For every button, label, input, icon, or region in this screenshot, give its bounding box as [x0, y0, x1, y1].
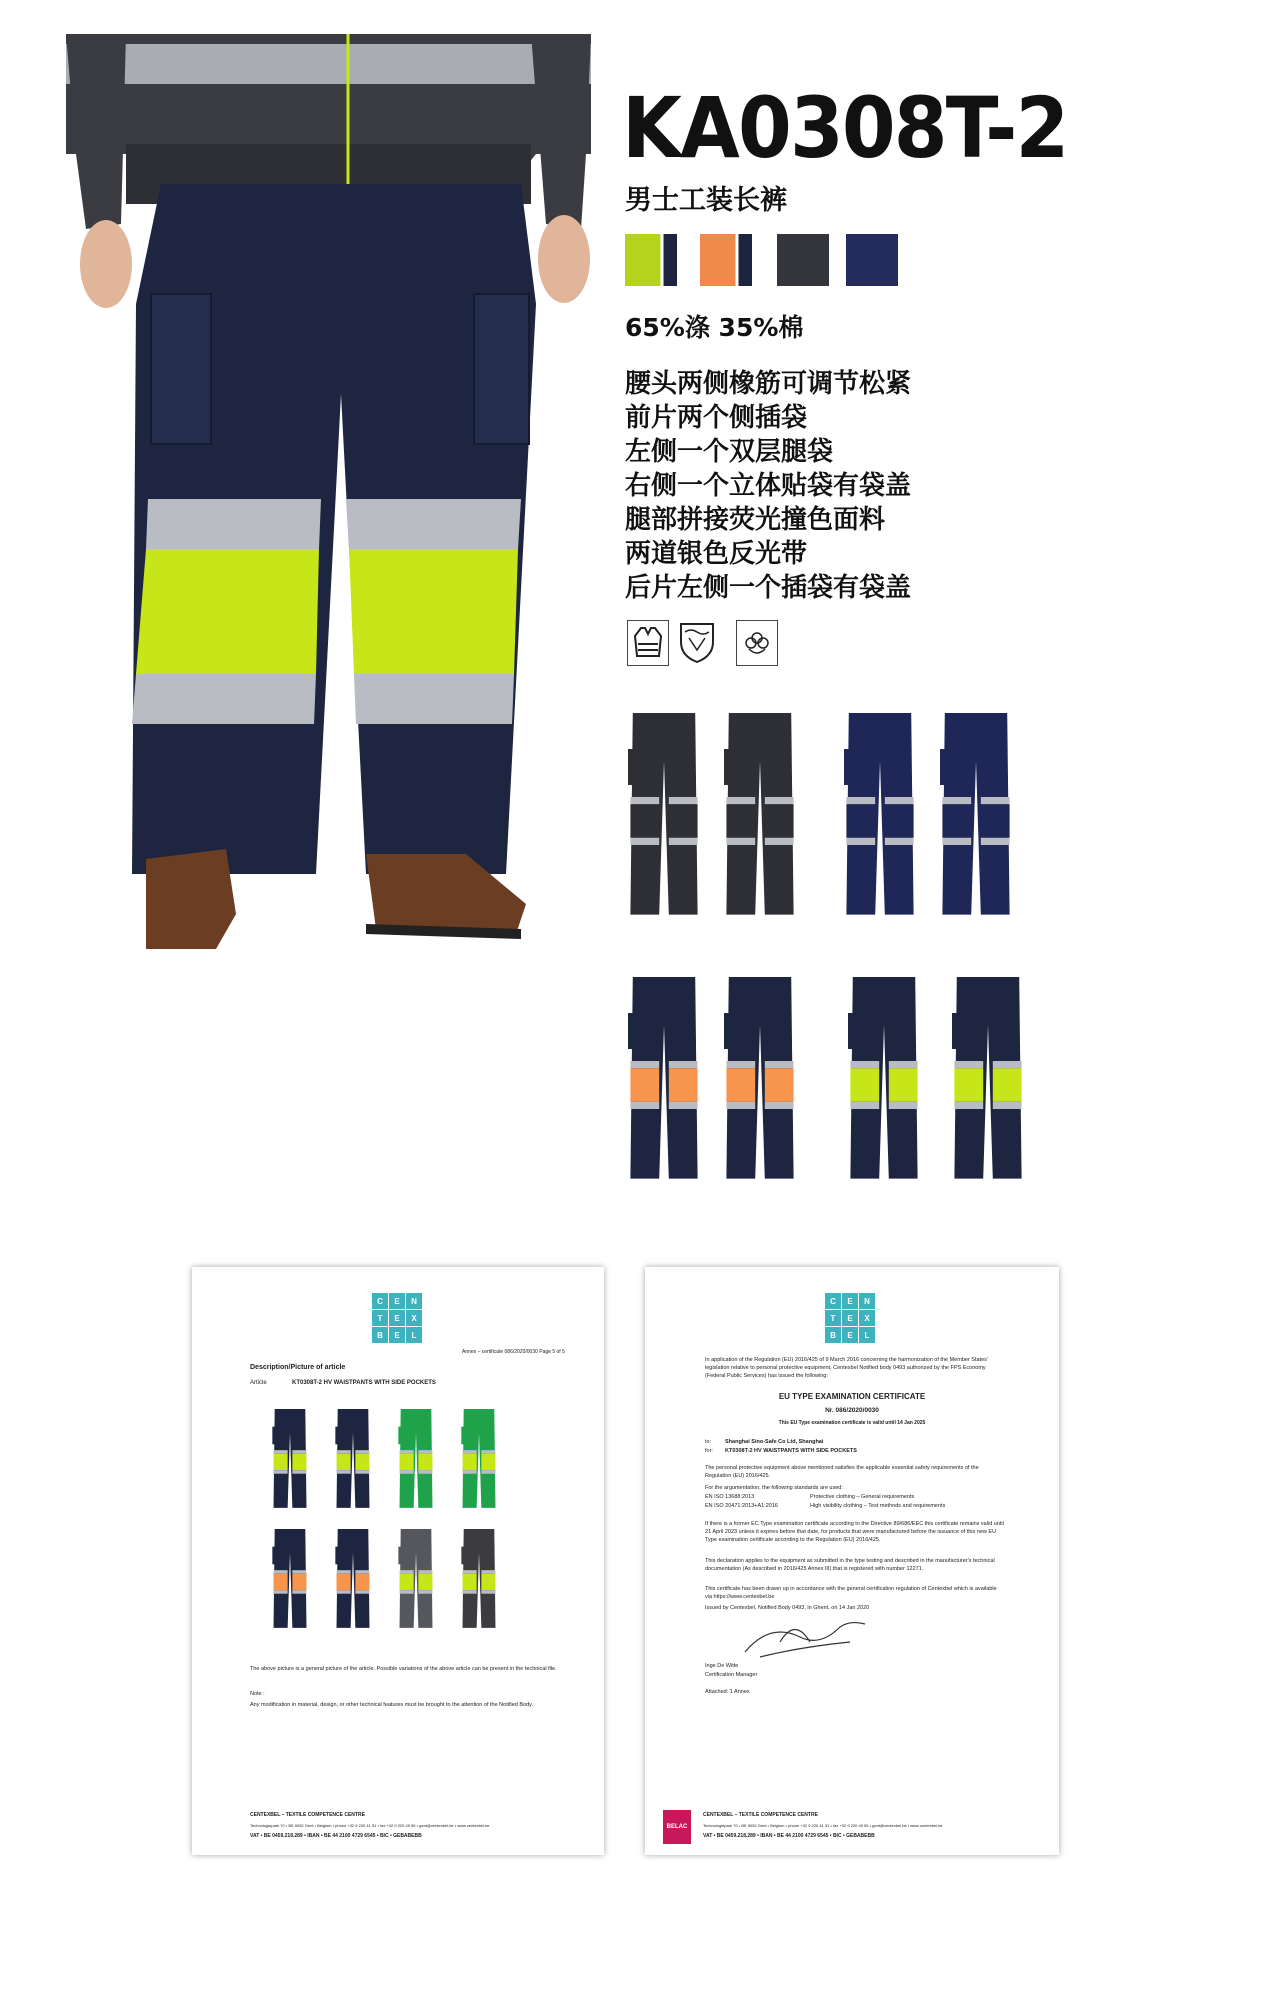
- logo-letter: C: [825, 1293, 841, 1309]
- pants-illustration: [940, 706, 1012, 924]
- signer-role: Certification Manager: [705, 1672, 758, 1678]
- cert-paragraph: This declaration applies to the equipment as submitted in the type testing and described in the manufacturer's technical documentation (As described in 2016/425 Annex III) that is registered with number 12271.: [705, 1558, 995, 1572]
- feature-item: 左侧一个双层腿袋: [625, 437, 834, 467]
- certificate-annex-page: [192, 1267, 604, 1855]
- logo-letter: X: [406, 1310, 422, 1326]
- footer-address: Technologiepark 70 • BE 9052 Gent • Belgium • phone +32 9 220 41 51 • fax +32 9 220 49 55 • gent@centexbel.be • www.centexbel.be: [250, 1823, 490, 1828]
- cert-paragraph: If there is a former EC Type examination certificate according to the Directive 89/686/EEC this certificate remains valid until 21 April 2023 unless it expires before that date, for products that were manufactured before the issuance of this new EU Type examination certificate according to the Regulation (EU) 2016/425.: [705, 1521, 1004, 1543]
- pants-illustration: [628, 706, 700, 924]
- variant-thumb-orange-back: [724, 970, 796, 1192]
- pants-illustration: [461, 1529, 497, 1629]
- attachment-note: Attached: 1 Annex: [705, 1689, 750, 1695]
- annex-reference: Annex – certificate 086/2020/0030 Page 5 of 5: [462, 1349, 565, 1355]
- annex-heading: Description/Picture of article: [250, 1364, 346, 1371]
- annex-note-label: Note :: [250, 1691, 265, 1697]
- footer-title: CENTEXBEL – TEXTILE COMPETENCE CENTRE: [703, 1812, 818, 1818]
- pants-illustration: [724, 970, 796, 1188]
- to-value: Shanghai Sino-Safe Co Ltd, Shanghai: [725, 1439, 824, 1445]
- belac-logo: BELAC: [663, 1810, 691, 1844]
- logo-letter: X: [859, 1310, 875, 1326]
- logo-letter: T: [825, 1310, 841, 1326]
- standard-description: Protective clothing – General requirements: [810, 1494, 915, 1500]
- feature-item: 前片两个侧插袋: [625, 403, 808, 433]
- annex-variant-thumb: [335, 1529, 371, 1633]
- annex-variant-thumb: [461, 1409, 497, 1513]
- logo-letter: B: [825, 1327, 841, 1343]
- annex-variant-thumb: [461, 1529, 497, 1633]
- pants-illustration: [952, 970, 1024, 1188]
- product-model-number: KA0308T-2: [622, 79, 1068, 177]
- pants-illustration: [461, 1409, 497, 1509]
- logo-letter: B: [372, 1327, 388, 1343]
- certificate-intro: In application of the Regulation (EU) 2016/425 of 9 March 2016 concerning the harmonization of the Member States' legislation relative to personal protective equipment, Centexbel Notified body 0493 authorized by the FPS Economy (Federal Public Services) has issued the following:: [705, 1357, 988, 1379]
- certificate-number: Nr. 086/2020/0030: [825, 1407, 879, 1414]
- hi-vis-vest-icon: [627, 620, 669, 666]
- footer-address: Technologiepark 70 • BE 9052 Gent • Belgium • phone +32 9 220 41 51 • fax +32 9 220 49 55 • gent@centexbel.be • www.centexbel.be: [703, 1823, 943, 1828]
- centexbel-logo: [372, 1293, 422, 1343]
- swatch-navy: [846, 234, 898, 286]
- pants-illustration: [272, 1409, 308, 1509]
- footer-title: CENTEXBEL – TEXTILE COMPETENCE CENTRE: [250, 1812, 365, 1818]
- variant-thumb-orange-front: [628, 970, 700, 1192]
- variant-thumb-navy-front: [844, 706, 916, 928]
- article-value: KT0308T-2 HV WAISTPANTS WITH SIDE POCKETS: [292, 1380, 436, 1386]
- pants-illustration: [398, 1409, 434, 1509]
- issued-statement: Issued by Centexbel, Notified Body 0493, in Ghent, on 14 Jan 2020: [705, 1605, 870, 1611]
- annex-variant-thumb: [272, 1529, 308, 1633]
- logo-letter: C: [372, 1293, 388, 1309]
- logo-letter: E: [842, 1327, 858, 1343]
- signer-name: Inge De Witte: [705, 1663, 739, 1669]
- variant-thumb-grey-back: [724, 706, 796, 928]
- annex-variant-thumb: [398, 1529, 434, 1633]
- annex-variant-thumb: [335, 1409, 371, 1513]
- pants-illustration: [844, 706, 916, 924]
- logo-letter: E: [389, 1327, 405, 1343]
- protective-shield-icon: [677, 620, 717, 664]
- swatch-orange-navy: [700, 234, 752, 286]
- logo-letter: E: [389, 1310, 405, 1326]
- footer-vat: VAT • BE 0459.218.289 • IBAN • BE 44 2100 4729 6545 • BIC • GEBABEBB: [703, 1833, 875, 1839]
- fabric-composition: 65%涤 35%棉: [625, 313, 804, 342]
- logo-letter: E: [389, 1293, 405, 1309]
- for-label: for:: [705, 1448, 713, 1454]
- pants-illustration: [335, 1529, 371, 1629]
- variant-thumb-navy-back: [940, 706, 1012, 928]
- feature-item: 腿部拼接荧光撞色面料: [625, 505, 886, 535]
- standard-code: EN ISO 13688:2013: [705, 1494, 755, 1500]
- logo-letter: E: [842, 1310, 858, 1326]
- hero-pants-photo: [66, 34, 591, 949]
- variant-thumb-yellow-front: [848, 970, 920, 1192]
- to-label: to:: [705, 1439, 712, 1445]
- feature-list: [625, 367, 911, 605]
- variant-thumb-grey-front: [628, 706, 700, 928]
- annex-variant-thumb: [398, 1409, 434, 1513]
- pants-illustration: [335, 1409, 371, 1509]
- feature-item: 后片左侧一个插袋有袋盖: [625, 573, 912, 603]
- pants-illustration: [398, 1529, 434, 1629]
- certificate-title: EU TYPE EXAMINATION CERTIFICATE: [778, 1392, 926, 1401]
- cert-paragraph: The personal protective equipment above mentioned satisfies the applicable essential safety requirements of the Regulation (EU) 2016/425.: [705, 1465, 979, 1479]
- annex-variant-thumb: [272, 1409, 308, 1513]
- for-value: KT0308T-2 HV WAISTPANTS WITH SIDE POCKETS: [725, 1448, 857, 1454]
- feature-item: 腰头两侧橡筋可调节松紧: [625, 369, 912, 399]
- footer-vat: VAT • BE 0459.218.289 • IBAN • BE 44 2100 4729 6545 • BIC • GEBABEBB: [250, 1833, 422, 1839]
- variant-thumb-yellow-back: [952, 970, 1024, 1192]
- logo-letter: N: [859, 1293, 875, 1309]
- product-name: 男士工装长裤: [625, 185, 787, 216]
- pants-illustration: [628, 970, 700, 1188]
- standard-code: EN ISO 20471:2013+A1:2016: [705, 1503, 778, 1509]
- annex-note-modification: Any modification in material, design, or other technical features must be brought to the attention of the Notified Body.: [250, 1702, 534, 1708]
- logo-letter: T: [372, 1310, 388, 1326]
- standard-description: High visibility clothing – Test methods and requirements: [810, 1503, 946, 1509]
- logo-letter: L: [859, 1327, 875, 1343]
- centexbel-logo: [825, 1293, 875, 1343]
- cert-paragraph: For the argumentation, the following standards are used:: [705, 1485, 843, 1491]
- cert-paragraph: This certificate has been drawn up in accordance with the general certification regulation of Centexbel which is available via https://www.centexbel.be: [705, 1586, 997, 1600]
- cotton-flower-icon: [736, 620, 778, 666]
- feature-item: 右侧一个立体贴袋有袋盖: [625, 471, 912, 501]
- pants-illustration: [848, 970, 920, 1188]
- pants-illustration: [724, 706, 796, 924]
- article-label: Article: [250, 1380, 267, 1386]
- signature: [740, 1612, 870, 1662]
- logo-letter: L: [406, 1327, 422, 1343]
- pants-illustration: [272, 1529, 308, 1629]
- logo-letter: N: [406, 1293, 422, 1309]
- swatch-yellow-navy: [625, 234, 677, 286]
- swatch-grey: [777, 234, 829, 286]
- annex-note-general: The above picture is a general picture of the article. Possible variations of the above article can be present in the technical file.: [250, 1666, 557, 1672]
- eu-certificate-page: [645, 1267, 1059, 1855]
- certificate-validity: This EU Type examination certificate is valid until 14 Jan 2025: [778, 1420, 926, 1426]
- logo-letter: E: [842, 1293, 858, 1309]
- feature-item: 两道银色反光带: [625, 539, 808, 569]
